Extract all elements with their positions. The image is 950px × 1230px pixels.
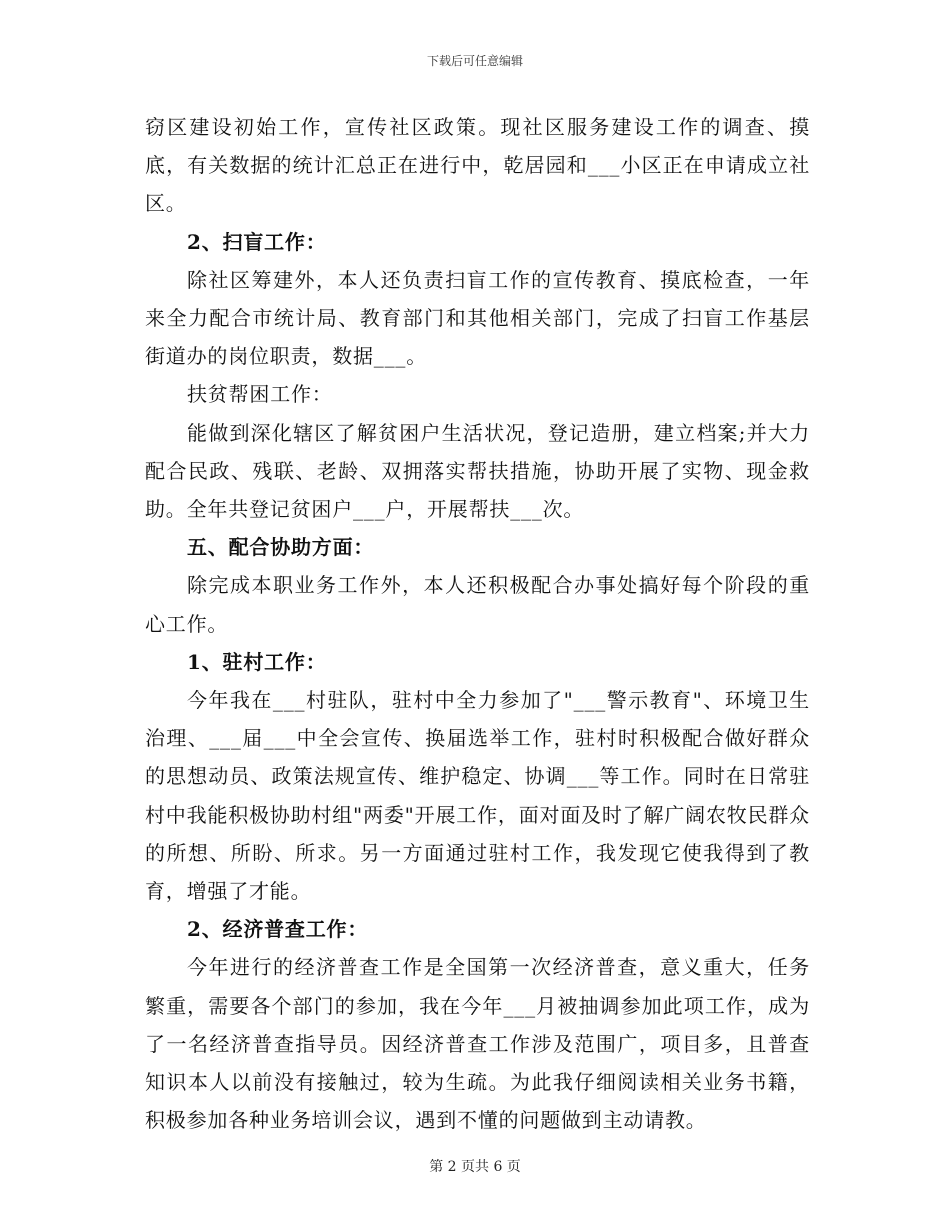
paragraph-4: 能做到深化辖区了解贫困户生活状况，登记造册，建立档案;并大力配合民政、残联、老龄、双拥落实帮扶措施，协助开展了实物、现金救助。全年共登记贫困户___户，开展帮扶___次。: [145, 420, 810, 522]
section-heading-pei-he: 五、配合协助方面：: [187, 535, 375, 560]
paragraph-10: 今年进行的经济普查工作是全国第一次经济普查，意义重大，任务繁重，需要各个部门的参加，我在今年___月被抽调参加此项工作，成为了一名经济普查指导员。因经济普查工作涉及范围广，项目多，且普查知识本人以前没有接触过，较为生疏。为此我仔细阅读相关业务书籍，积极参加各种业务培训会议，遇到不懂的问题做到主动请教。: [145, 955, 810, 1133]
document-body: [145, 108, 810, 1139]
paragraph-0: 窃区建设初始工作，宣传社区政策。现社区服务建设工作的调查、摸底，有关数据的统计汇总正在进行中，乾居园和___小区正在申请成立社区。: [145, 115, 810, 216]
paragraph-6: 除完成本职业务工作外，本人还积极配合办事处搞好每个阶段的重心工作。: [145, 573, 810, 636]
paragraph-3: 扶贫帮困工作：: [187, 382, 333, 407]
paragraph-8: 今年我在___村驻队，驻村中全力参加了"___警示教育"、环境卫生治理、___届___中全会宣传、换届选举工作，驻村时积极配合做好群众的思想动员、政策法规宣传、维护稳定、协调___等工作。同时在日常驻村中我能积极协助村组"两委"开展工作，面对面及时了解广阔农牧民群众的所想、所盼、所求。另一方面通过驻村工作，我发现它使我得到了教育，增强了才能。: [145, 688, 810, 904]
section-heading-jing-ji-pu-cha: 2、经济普查工作：: [187, 917, 369, 942]
section-heading-sao-mang: 2、扫盲工作：: [187, 229, 327, 254]
page-header: 下载后可任意编辑: [426, 54, 523, 68]
section-heading-zhu-cun: 1、驻村工作：: [187, 649, 327, 674]
paragraph-2: 除社区筹建外，本人还负责扫盲工作的宣传教育、摸底检查，一年来全力配合市统计局、教育部门和其他相关部门，完成了扫盲工作基层街道办的岗位职责，数据___。: [145, 267, 810, 369]
page-footer: 第 2 页共 6 页: [429, 1159, 521, 1175]
